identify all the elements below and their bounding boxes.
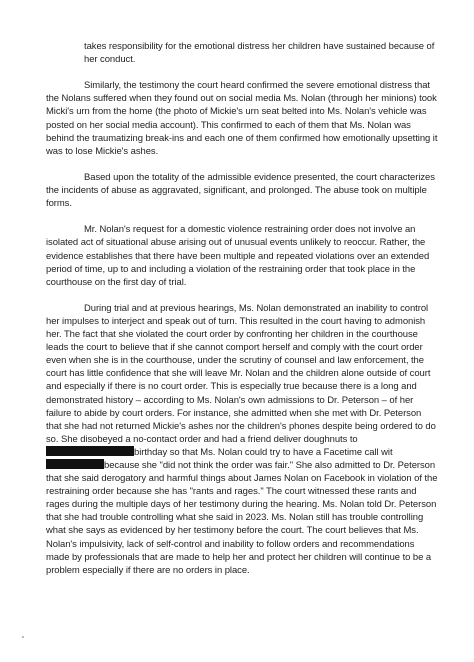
paragraph-text-part-1: During trial and at previous hearings, Ms. Nolan demonstrated an inability to control her impulses to interject and speak out of turn. This resulted in the court having to admonish her. The fact that she violated the court order by confronting her children in the courthouse leads the court to believe that if she cannot comport herself and comply with the court order even when she is in the courthouse, under the scrutiny of counsel and law enforcement, the court has little confidence that she will leave Mr. Nolan and the children alone outside of court and especially if there is no court order. This is especially true because there is a long and demonstrated history – according to Ms. Nolan's own admissions to Dr. Peterson – of her failure to abide by court orders. For instance, she admitted when she met with Dr. Peterson that she had not returned Mickie's ashes nor the children's phones despite being ordered to do so. She disobeyed a no-contact order and had a friend deliver doughnuts to bbox=[46, 302, 436, 445]
paragraph-text-part-3: because she "did not think the order was fair." She also admitted to Dr. Peterson that she said derogatory and harmful things about James Nolan on Facebook in violation of the restraining order because she has "rants and rages." The court witnessed these rants and rages during the multiple days of her testimony during the hearing. Ms. Nolan told Dr. Peterson that she had trouble controlling what she said in 2023. Ms. Nolan still has trouble controlling what she says as evidenced by her testimony before the court. The court believes that Ms. Nolan's impulsivity, lack of self-control and inability to follow orders and recommendations made by professionals that are made to help her and protect her children will continue to be a problem especially if there are no orders in place. bbox=[46, 460, 438, 576]
redaction-block bbox=[46, 446, 134, 456]
paragraph-text-part-2: birthday so that Ms. Nolan could try to have a Facetime call wit bbox=[134, 446, 393, 458]
paragraph-emotional-distress: Similarly, the testimony the court heard confirmed the severe emotional distress that the Nolans suffered when they found out on social media Ms. Nolan (through her minions) took Micki's urn from the home (the photo of Mickie's urn seat belted into Ms. Nolan's vehicle was posted on her social media account). This confirmed to each of them that Ms. Nolan was behind the traumatizing break-ins and each one of them confirmed how emotionally upsetting it was to lose Mickie's ashes. bbox=[46, 80, 438, 157]
redaction-block bbox=[46, 459, 104, 469]
paragraph-totality-evidence: Based upon the totality of the admissible evidence presented, the court characterizes the incidents of abuse as aggravated, significant, and prolonged. The abuse took on multiple forms. bbox=[46, 171, 435, 210]
paragraph-restraining-order-request: Mr. Nolan's request for a domestic violence restraining order does not involve an isolated act of situational abuse arising out of unusual events unlikely to reoccur. Rather, the evidence establishes that there have been multiple and repeated violations over an extended period of time, up to and including a violation of the restraining order that took place in the courthouse on the first day of trial. bbox=[46, 224, 430, 288]
scan-mark bbox=[22, 636, 24, 638]
paragraph-trial-conduct bbox=[46, 302, 438, 577]
paragraph-continuation: takes responsibility for the emotional distress her children have sustained because of her conduct. bbox=[84, 41, 435, 66]
